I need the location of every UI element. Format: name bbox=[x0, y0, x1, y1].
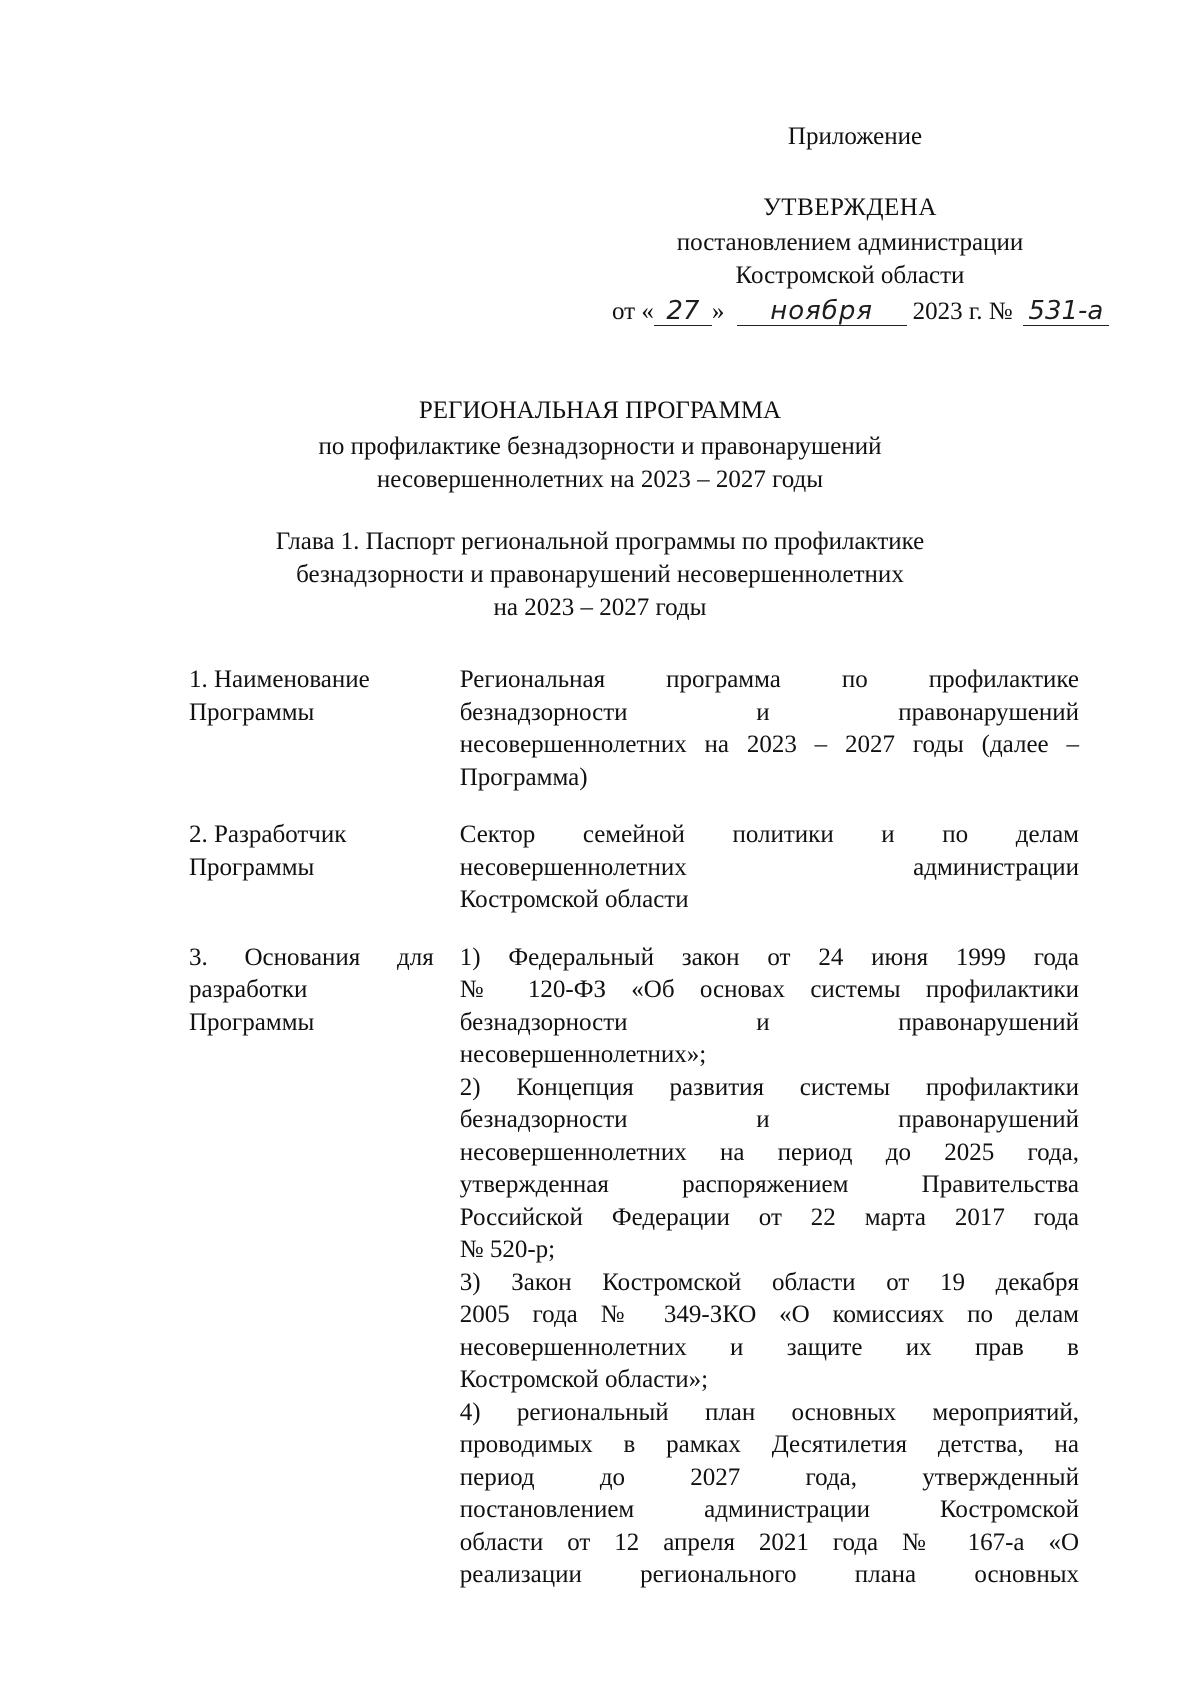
value-line: несовершеннолетних»; bbox=[459, 1041, 707, 1068]
value-line: Российской Федерации от 22 марта 2017 года bbox=[459, 1203, 1079, 1231]
value-line: постановлением администрации Костромской bbox=[459, 1496, 1079, 1523]
program-subtitle-1: по профилактике безнадзорности и правонарушений bbox=[318, 433, 882, 460]
chapter-heading-1: Глава 1. Паспорт региональной программы по профилактике bbox=[275, 528, 925, 555]
value-line: 2005 года № 349-ЗКО «О комиссиях по делам bbox=[459, 1301, 1079, 1328]
value-line: утвержденная распоряжением Правительства bbox=[459, 1171, 1079, 1198]
value-line: области от 12 апреля 2021 года № 167-а «О bbox=[459, 1528, 1079, 1556]
value-line: № 120-ФЗ «Об основах системы профилактики bbox=[459, 976, 1079, 1003]
label-line: Программы bbox=[189, 853, 315, 881]
date-year: 2023 г. № bbox=[912, 298, 1013, 325]
value-line: реализации регионального плана основных bbox=[459, 1561, 1079, 1588]
value-line: Костромской области bbox=[459, 886, 689, 913]
value-line: период до 2027 года, утвержденный bbox=[459, 1463, 1079, 1491]
passport-table bbox=[189, 664, 1079, 1617]
value-line: Программа) bbox=[459, 763, 588, 791]
date-mid: » bbox=[711, 298, 725, 325]
value-line: безнадзорности и правонарушений bbox=[459, 1008, 1079, 1036]
value-line: № 520-р; bbox=[459, 1236, 556, 1263]
value-line: несовершеннолетних администрации bbox=[459, 853, 1079, 881]
handwritten-decree-number: 531-а bbox=[1023, 297, 1109, 326]
decree-date-line bbox=[612, 295, 1109, 329]
passport-label bbox=[189, 664, 434, 794]
passport-row-name bbox=[189, 664, 1079, 794]
value-line: безнадзорности и правонарушений bbox=[459, 698, 1079, 726]
value-line: проводимых в рамках Десятилетия детства, на bbox=[459, 1431, 1079, 1458]
value-line: 1) Федеральный закон от 24 июня 1999 года bbox=[459, 943, 1079, 971]
value-line: несовершеннолетних на период до 2025 года, bbox=[459, 1138, 1079, 1166]
chapter-heading-2: безнадзорности и правонарушений несовершеннолетних bbox=[296, 561, 904, 588]
handwritten-month: ноября bbox=[737, 297, 907, 326]
passport-value bbox=[460, 942, 1079, 1592]
region-name: Костромской области bbox=[735, 262, 965, 289]
value-line: Сектор семейной политики и по делам bbox=[459, 821, 1079, 848]
label-line: 1. Наименование bbox=[189, 666, 370, 693]
value-line: несовершеннолетних на 2023 – 2027 годы (далее – bbox=[459, 731, 1079, 758]
label-line: Программы bbox=[189, 698, 315, 726]
appendix-label: Приложение bbox=[787, 123, 923, 150]
passport-label bbox=[189, 942, 434, 1592]
chapter-heading-3: на 2023 – 2027 годы bbox=[493, 594, 707, 621]
value-line: Костромской области»; bbox=[459, 1366, 709, 1393]
value-line: 2) Концепция развития системы профилактики bbox=[459, 1073, 1079, 1101]
value-line: 4) региональный план основных мероприятий, bbox=[459, 1398, 1079, 1426]
passport-label bbox=[189, 819, 434, 917]
value-line: Региональная программа по профилактике bbox=[459, 666, 1079, 693]
handwritten-day: 27 bbox=[654, 297, 712, 326]
passport-value bbox=[460, 819, 1079, 917]
program-subtitle-2: несовершеннолетних на 2023 – 2027 годы bbox=[376, 466, 824, 493]
passport-row-developer bbox=[189, 819, 1079, 917]
label-line: 3. Основания для bbox=[189, 943, 434, 971]
passport-row-grounds bbox=[189, 942, 1079, 1592]
label-line: разработки bbox=[189, 976, 308, 1003]
decree-authority: постановлением администрации bbox=[676, 229, 1024, 256]
value-line: несовершеннолетних и защите их прав в bbox=[459, 1333, 1079, 1361]
value-line: безнадзорности и правонарушений bbox=[459, 1106, 1079, 1133]
passport-value bbox=[460, 664, 1079, 794]
value-line: 3) Закон Костромской области от 19 декабря bbox=[459, 1268, 1079, 1296]
program-title: РЕГИОНАЛЬНАЯ ПРОГРАММА bbox=[418, 397, 782, 424]
date-prefix: от « bbox=[612, 298, 654, 325]
label-line: Программы bbox=[189, 1008, 315, 1036]
label-line: 2. Разработчик bbox=[189, 821, 347, 848]
approved-stamp-text: УТВЕРЖДЕНА bbox=[763, 194, 937, 221]
